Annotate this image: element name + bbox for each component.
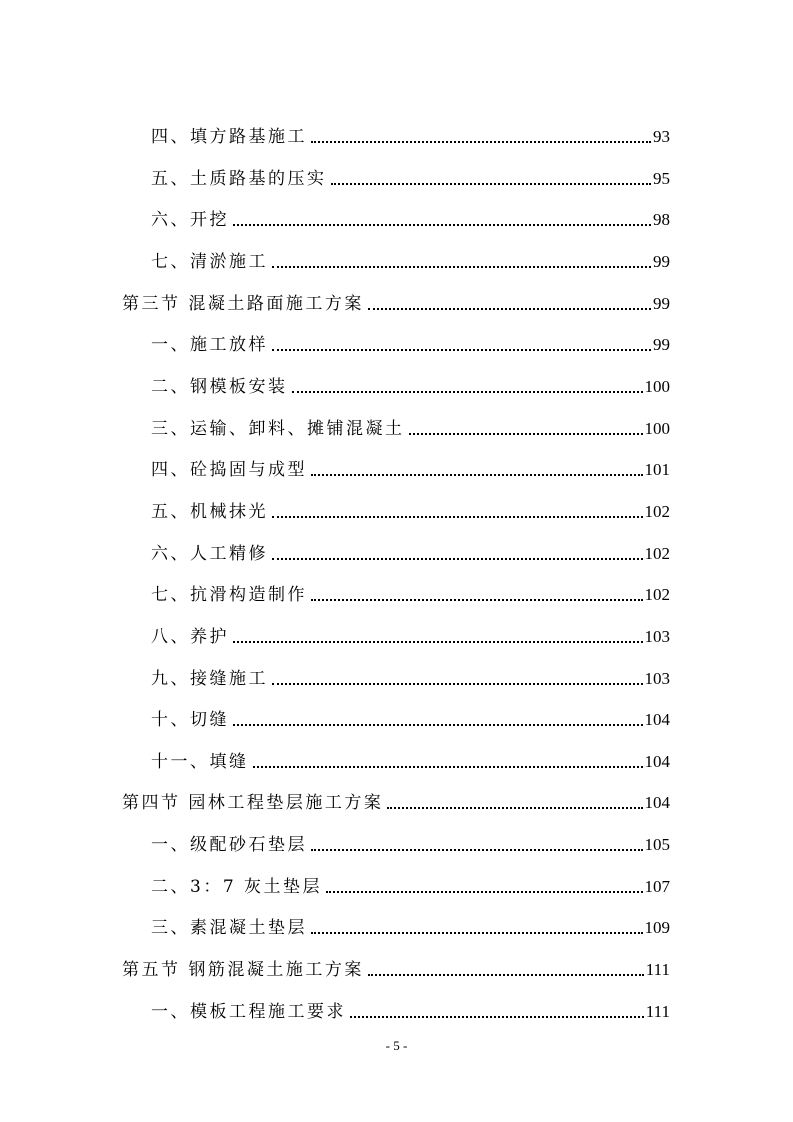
toc-entry-page: 104 (644, 793, 670, 812)
toc-entry[interactable] (151, 457, 670, 481)
dot-leader (272, 266, 651, 268)
toc-entry-page: 103 (644, 627, 670, 646)
toc-entry[interactable] (151, 416, 670, 440)
toc-entry-page: 107 (644, 877, 670, 896)
toc-entry[interactable] (151, 207, 670, 231)
toc-entry[interactable] (151, 624, 670, 648)
toc-entry-title: 四、填方路基施工 (151, 127, 307, 147)
dot-leader (272, 516, 643, 518)
toc-entry-page: 103 (644, 669, 670, 688)
toc-entry[interactable] (151, 582, 670, 606)
toc-entry-title: 六、人工精修 (151, 544, 268, 564)
toc-entry-title: 九、接缝施工 (151, 669, 268, 689)
toc-entry-page: 102 (644, 544, 670, 563)
dot-leader (368, 974, 644, 976)
toc-entry[interactable] (151, 874, 670, 898)
dot-leader (233, 641, 643, 643)
dot-leader (350, 1016, 644, 1018)
toc-entry-page: 109 (644, 918, 670, 937)
toc-entry[interactable] (151, 999, 670, 1023)
toc-entry[interactable] (151, 541, 670, 565)
toc-entry-page: 111 (645, 1002, 670, 1021)
toc-entry-page: 111 (645, 960, 670, 979)
toc-entry[interactable] (151, 749, 670, 773)
toc-entry-page: 99 (653, 335, 670, 354)
dot-leader (272, 349, 651, 351)
toc-entry-title: 三、素混凝土垫层 (151, 918, 307, 938)
toc-entry[interactable] (151, 499, 670, 523)
toc-entry-title: 十一、填缝 (151, 752, 249, 772)
dot-leader (326, 891, 642, 893)
dot-leader (233, 224, 651, 226)
toc-entry-page: 100 (644, 377, 670, 396)
page-number: - 5 - (385, 1038, 408, 1053)
dot-leader (292, 391, 643, 393)
toc-entry-page: 98 (653, 210, 670, 229)
toc-entry-title: 五、土质路基的压实 (151, 169, 327, 189)
toc-entry-page: 105 (644, 835, 670, 854)
toc-entry-title: 一、模板工程施工要求 (151, 1002, 346, 1022)
toc-entry[interactable] (151, 707, 670, 731)
toc-entry-page: 102 (644, 585, 670, 604)
toc-entry-page: 101 (644, 460, 670, 479)
toc-entry-title: 第四节 园林工程垫层施工方案 (122, 793, 384, 813)
toc-entry-title: 第三节 混凝土路面施工方案 (122, 294, 364, 314)
toc-entry-page: 99 (653, 294, 670, 313)
toc-entry-page: 99 (653, 252, 670, 271)
dot-leader (331, 183, 652, 185)
dot-leader (311, 932, 643, 934)
toc-entry-title: 八、养护 (151, 627, 229, 647)
dot-leader (409, 433, 643, 435)
toc-entry-title: 六、开挖 (151, 210, 229, 230)
toc-entry-page: 93 (653, 127, 670, 146)
toc-entry-title: 十、切缝 (151, 710, 229, 730)
toc-entry-page: 100 (644, 419, 670, 438)
dot-leader (253, 766, 643, 768)
dot-leader (311, 474, 643, 476)
dot-leader (311, 141, 651, 143)
toc-entry[interactable] (151, 915, 670, 939)
toc-entry-page: 104 (644, 752, 670, 771)
toc-entry-title: 第五节 钢筋混凝土施工方案 (122, 960, 364, 980)
dot-leader (387, 807, 642, 809)
dot-leader (368, 308, 651, 310)
toc-entry-title: 四、砼捣固与成型 (151, 460, 307, 480)
toc-entry[interactable] (122, 291, 670, 315)
toc-entry[interactable] (151, 666, 670, 690)
toc-entry[interactable] (151, 166, 670, 190)
toc-entry-page: 104 (644, 710, 670, 729)
toc-entry[interactable] (151, 332, 670, 356)
toc-entry[interactable] (151, 374, 670, 398)
toc-entry[interactable] (122, 957, 670, 981)
toc-entry-title: 七、抗滑构造制作 (151, 585, 307, 605)
toc-entry-page: 95 (653, 169, 670, 188)
toc-entry[interactable] (122, 790, 670, 814)
dot-leader (272, 558, 643, 560)
dot-leader (311, 599, 643, 601)
dot-leader (272, 683, 643, 685)
toc-entry-title: 七、清淤施工 (151, 252, 268, 272)
toc-entry[interactable] (151, 124, 670, 148)
toc-entry[interactable] (151, 832, 670, 856)
toc-entry-title: 一、施工放样 (151, 335, 268, 355)
toc-entry-title: 五、机械抹光 (151, 502, 268, 522)
toc-entry-title: 三、运输、卸料、摊铺混凝土 (151, 419, 405, 439)
dot-leader (311, 849, 643, 851)
toc-entry-title: 二、3：7 灰土垫层 (151, 877, 323, 897)
toc-entry[interactable] (151, 249, 670, 273)
toc-entry-title: 一、级配砂石垫层 (151, 835, 307, 855)
dot-leader (233, 724, 643, 726)
toc-entry-page: 102 (644, 502, 670, 521)
toc-entry-title: 二、钢模板安装 (151, 377, 288, 397)
